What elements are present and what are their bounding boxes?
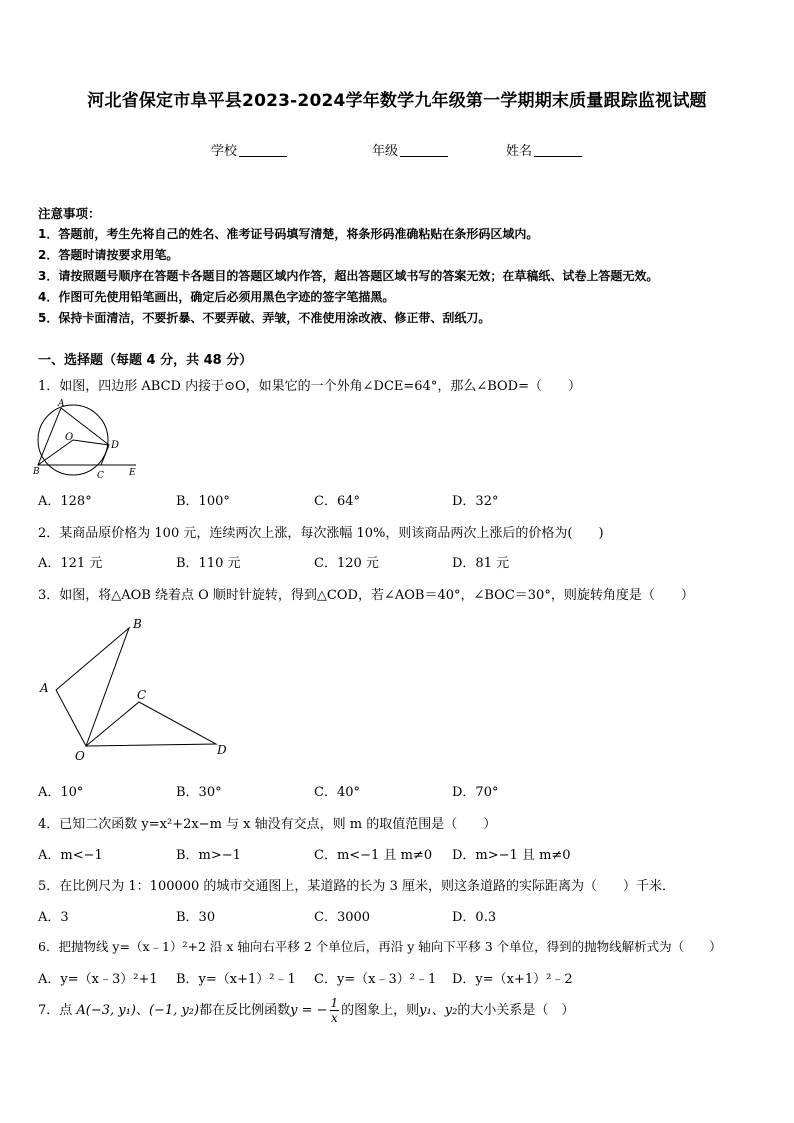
q2-option-d[interactable]: D．81 元: [452, 556, 510, 571]
page-title: 河北省保定市阜平县2023-2024学年数学九年级第一学期期末质量跟踪监视试题: [87, 91, 707, 111]
section-heading: 一、选择题（每题 4 分，共 48 分）: [38, 353, 253, 368]
q7-fraction: [330, 996, 340, 1025]
label-o: O: [75, 749, 85, 763]
q7-part: 、: [135, 1003, 149, 1018]
q3-option-b[interactable]: B．30°: [176, 785, 222, 800]
q7-fraction-numerator: 1: [330, 996, 339, 1010]
name-blank: [534, 143, 582, 157]
question-1-stem: 1．如图，四边形 ABCD 内接于⊙O，如果它的一个外角∠DCE=64°，那么∠BOD=（ ）: [38, 379, 581, 394]
q4-option-b[interactable]: B．m>−1: [176, 848, 241, 863]
q2-option-b[interactable]: B．110 元: [176, 556, 241, 571]
school-label: 学校: [211, 144, 238, 159]
note-item: 4．作图可先使用铅笔画出，确定后必须用黑色字迹的签字笔描黑。: [38, 290, 395, 304]
question-3-figure: [36, 612, 236, 764]
question-4-stem: 4．已知二次函数 y=x²+2x−m 与 x 轴没有交点，则 m 的取值范围是（ ）: [38, 817, 497, 832]
q5-option-d[interactable]: D．0.3: [452, 910, 497, 925]
q5-option-c[interactable]: C．3000: [314, 910, 371, 925]
note-item: 3．请按照题号顺序在答题卡各题目的答题区域内作答，超出答题区域书写的答案无效；在草稿纸、试卷上答题无效。: [38, 269, 659, 283]
q5-option-b[interactable]: B．30: [176, 910, 216, 925]
q7-point-b: (−1, y₂): [148, 1003, 200, 1018]
label-d: D: [217, 743, 227, 757]
q3-option-d[interactable]: D．70°: [452, 785, 499, 800]
label-a: A: [58, 399, 65, 409]
grade-field: [372, 140, 448, 159]
name-label: 姓名: [506, 144, 533, 159]
question-1-figure: [32, 398, 142, 480]
q7-part: 的大小关系是（ ）: [457, 1003, 575, 1018]
q1-option-d[interactable]: D．32°: [452, 494, 499, 509]
grade-label: 年级: [372, 144, 399, 159]
grade-blank: [400, 143, 448, 157]
q3-option-a[interactable]: A．10°: [38, 785, 84, 800]
question-6-stem: 6．把抛物线 y=（x﹣1）²+2 沿 x 轴向右平移 2 个单位后，再沿 y 轴向下平移 3 个单位，得到的抛物线解析式为（ ）: [38, 939, 722, 954]
note-item: 5．保持卡面清洁，不要折暴、不要弄破、弄皱，不准使用涂改液、修正带、刮纸刀。: [38, 311, 491, 325]
q6-option-c[interactable]: C．y=（x﹣3）²﹣1: [314, 972, 437, 987]
label-b: B: [33, 467, 40, 477]
label-b: B: [133, 617, 142, 631]
q7-part: 、: [431, 1003, 445, 1018]
question-3-stem: 3．如图，将△AOB 绕着点 O 顺时针旋转，得到△COD，若∠AOB＝40°，∠BOC＝30°，则旋转角度是（ ）: [38, 588, 694, 603]
q7-part: 都在反比例函数: [199, 1003, 291, 1018]
q7-y1: y₁: [419, 1003, 432, 1018]
school-blank: [239, 143, 287, 157]
q7-point-a: A(−3, y₁): [76, 1003, 136, 1018]
question-5-stem: 5．在比例尺为 1：100000 的城市交通图上，某道路的长为 3 厘米，则这条道路的实际距离为（ ）千米．: [38, 879, 675, 894]
notes-heading: 注意事项：: [38, 206, 101, 221]
q5-option-a[interactable]: A．3: [38, 910, 69, 925]
q1-option-b[interactable]: B．100°: [176, 494, 230, 509]
q3-option-c[interactable]: C．40°: [314, 785, 360, 800]
question-2-stem: 2．某商品原价格为 100 元，连续两次上涨，每次涨幅 10%，则该商品两次上涨后的价格为( ): [38, 526, 604, 541]
triangle-cod: [86, 702, 216, 746]
triangle-aob: [56, 628, 129, 746]
label-d: D: [111, 440, 120, 451]
label-a: A: [40, 681, 49, 695]
q4-option-a[interactable]: A．m<−1: [38, 848, 103, 863]
q6-option-a[interactable]: A．y=（x﹣3）²+1: [38, 972, 158, 987]
q7-fraction-denominator: x: [330, 1011, 338, 1025]
note-item: 2．答题时请按要求用笔。: [38, 248, 179, 262]
q7-part: 的图象上，则: [341, 1003, 420, 1018]
label-c: C: [97, 471, 104, 480]
name-field: [506, 140, 582, 159]
question-7-stem: [38, 996, 574, 1025]
label-e: E: [129, 468, 136, 478]
label-c: C: [137, 688, 147, 702]
q7-y2: y₂: [444, 1003, 458, 1018]
note-item: 1．答题前，考生先将自己的姓名、准考证号码填写清楚，将条形码准确粘贴在条形码区域内。: [38, 227, 539, 241]
q6-option-d[interactable]: D．y=（x+1）²﹣2: [452, 972, 573, 987]
q1-option-a[interactable]: A．128°: [38, 494, 92, 509]
q4-option-c[interactable]: C．m<−1 且 m≠0: [314, 848, 433, 863]
q1-option-c[interactable]: C．64°: [314, 494, 360, 509]
school-field: [211, 140, 287, 159]
q2-option-a[interactable]: A．121 元: [38, 556, 103, 571]
label-o: O: [65, 432, 74, 443]
q7-part: 7．点: [38, 1003, 73, 1018]
q4-option-d[interactable]: D．m>−1 且 m≠0: [452, 848, 571, 863]
q6-option-b[interactable]: B．y=（x+1）²﹣1: [176, 972, 296, 987]
q2-option-c[interactable]: C．120 元: [314, 556, 379, 571]
q7-function-lhs: y = −: [290, 1003, 328, 1018]
